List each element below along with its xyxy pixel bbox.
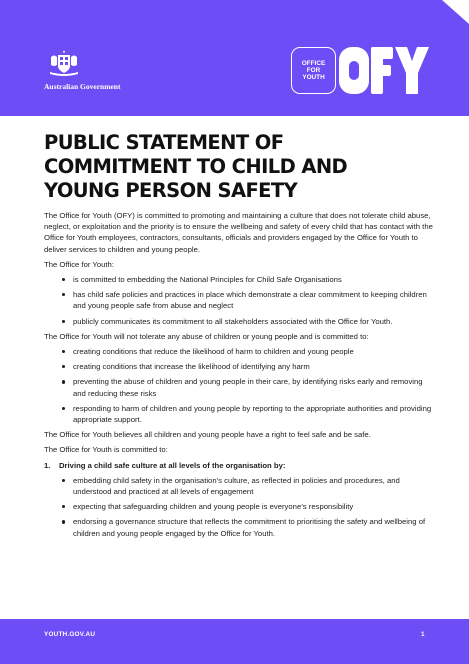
list-item: embedding child safety in the organisation’s culture, as reflected in policies and procedures, and understood and practiced at all levels of engagement	[44, 475, 434, 497]
badge-line-office: OFFICE	[301, 59, 326, 67]
list-item: creating conditions that reduce the likelihood of harm to children and young people	[44, 346, 434, 357]
list-item: publicly communicates its commitment to all stakeholders associated with the Office for Youth.	[44, 316, 434, 327]
section-heading	[44, 460, 434, 471]
list-item: creating conditions that increase the likelihood of identifying any harm	[44, 361, 434, 372]
believes-paragraph: The Office for Youth believes all children and young people have a right to feel safe and be safe.	[44, 430, 371, 440]
australian-coat-of-arms-icon	[47, 48, 81, 78]
list-item: is committed to embedding the National Principles for Child Safe Organisations	[44, 274, 434, 285]
office-for-youth-badge	[291, 47, 336, 94]
tolerate-label: The Office for Youth will not tolerate any abuse of children or young people and is committed to:	[44, 331, 369, 341]
section-heading-text: Driving a child safe culture at all levels of the organisation by:	[59, 460, 286, 470]
badge-line-for: FOR	[306, 66, 321, 74]
committed-label: The Office for Youth is committed to:	[44, 445, 168, 455]
tolerate-commitments-list	[44, 346, 434, 425]
list-item: has child safe policies and practices in place which demonstrate a clear commitment to keeping children and young people safe from abuse and neglect	[44, 289, 434, 311]
ofy-commitments-list	[44, 274, 434, 327]
list-item: responding to harm of children and young people by reporting to the appropriate authorities and providing appropriate support.	[44, 403, 434, 425]
page-number: 1	[421, 631, 425, 638]
title-line: PUBLIC STATEMENT OF	[44, 131, 284, 154]
list-item: expecting that safeguarding children and young people is everyone’s responsibility	[44, 501, 434, 512]
ofy-label: The Office for Youth:	[44, 259, 114, 269]
badge-line-youth: YOUTH	[302, 74, 325, 82]
government-name: Australian Government	[44, 82, 121, 91]
title-line: YOUNG PERSON SAFETY	[44, 179, 298, 202]
list-item: preventing the abuse of children and young people in their care, by identifying risks early and removing and reducing these risks	[44, 376, 434, 398]
document-body	[44, 210, 434, 543]
page-header	[0, 0, 469, 116]
page-footer	[0, 619, 469, 664]
list-item: endorsing a governance structure that reflects the commitment to prioritising the safety and wellbeing of children and young people engaged by the Office for Youth.	[44, 516, 434, 538]
title-line: COMMITMENT TO CHILD AND	[44, 155, 348, 178]
section-number: 1.	[44, 460, 51, 470]
intro-paragraph: The Office for Youth (OFY) is committed to promoting and maintaining a culture that does not tolerate child abuse, neglect, or exploitation and the priority is to ensure the wellbeing and safety of every child that has contact with the Office for Youth employees, contractors, consultants, officials and providers engaged by the Office for Youth to deliver services to children and young people.	[44, 211, 433, 254]
section-list	[44, 475, 434, 539]
ofy-logo-letters	[339, 47, 429, 94]
document-title	[44, 131, 434, 203]
footer-url: YOUTH.GOV.AU	[44, 631, 96, 638]
